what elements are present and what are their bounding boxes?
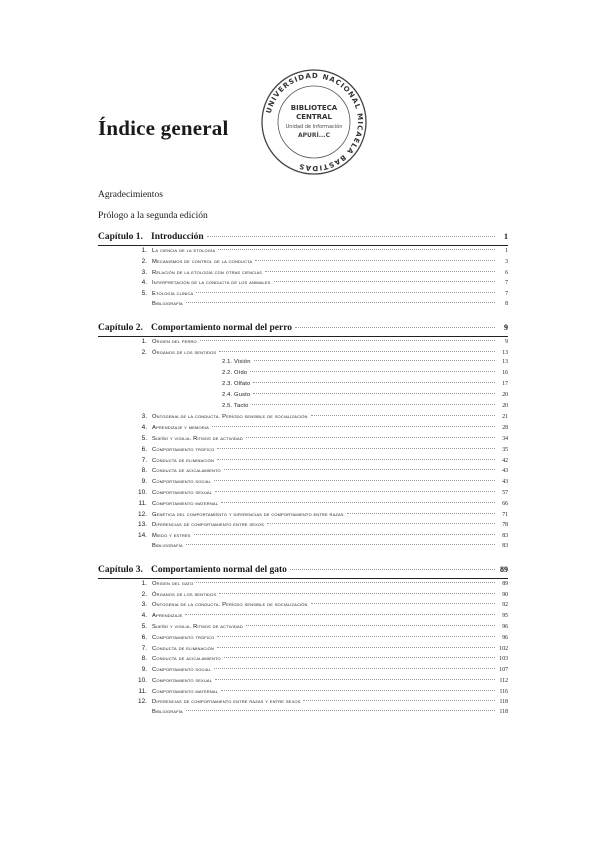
section-page-number: 92 bbox=[502, 602, 508, 609]
toc-section bbox=[98, 645, 508, 656]
section-title: Origen del perro bbox=[152, 338, 197, 345]
toc-section bbox=[98, 532, 508, 543]
dot-leader bbox=[214, 668, 495, 669]
toc-section bbox=[98, 269, 508, 280]
section-title: 2.5. Tacto bbox=[222, 402, 249, 409]
toc-section bbox=[98, 467, 508, 478]
chapter-rule bbox=[98, 578, 508, 579]
dot-leader bbox=[265, 271, 495, 272]
dot-leader bbox=[212, 426, 495, 427]
toc-section bbox=[98, 601, 508, 612]
section-title: Interpretación de la conducta de los animales bbox=[152, 280, 271, 287]
section-page-number: 78 bbox=[502, 522, 508, 529]
toc-chapter bbox=[98, 565, 508, 720]
section-number: 11. bbox=[138, 687, 147, 695]
section-number: 4. bbox=[141, 612, 147, 620]
section-title: Bibliografía bbox=[152, 300, 183, 307]
dot-leader bbox=[290, 569, 495, 570]
section-title: Comportamiento social bbox=[152, 667, 211, 674]
toc-section bbox=[98, 446, 508, 457]
toc-section bbox=[98, 623, 508, 634]
toc-section bbox=[98, 500, 508, 511]
front-matter-acknowledgements: Agradecimientos bbox=[98, 190, 163, 200]
toc-subsection bbox=[98, 381, 508, 392]
toc-section bbox=[98, 457, 508, 468]
toc-section bbox=[98, 580, 508, 591]
section-number: 5. bbox=[141, 622, 147, 630]
section-page-number: 57 bbox=[502, 489, 508, 496]
section-page-number: 9 bbox=[505, 338, 508, 345]
dot-leader bbox=[200, 340, 495, 341]
section-number: 8. bbox=[141, 467, 147, 475]
dot-leader bbox=[246, 625, 495, 626]
section-number: 1. bbox=[141, 579, 147, 587]
chapter-title: Introducción bbox=[151, 232, 204, 242]
section-page-number: 1 bbox=[505, 248, 508, 254]
dot-leader bbox=[186, 710, 495, 711]
section-page-number: 16 bbox=[502, 370, 508, 377]
section-page-number: 34 bbox=[502, 435, 508, 442]
section-number: 6. bbox=[141, 633, 147, 641]
section-page-number: 21 bbox=[502, 414, 508, 421]
chapter-rule bbox=[98, 336, 508, 337]
stamp-inner-line1: BIBLIOTECA bbox=[290, 104, 338, 112]
toc-section bbox=[98, 349, 508, 360]
toc-section bbox=[98, 258, 508, 269]
toc-subsection bbox=[98, 370, 508, 381]
front-matter-preface: Prólogo a la segunda edición bbox=[98, 211, 208, 221]
chapter-label: Capítulo 1. bbox=[98, 232, 143, 242]
section-number: 3. bbox=[141, 601, 147, 609]
section-title: Conducta de eliminación bbox=[152, 457, 214, 464]
stamp-inner-line4: APURÍ...C bbox=[297, 132, 331, 139]
section-page-number: 13 bbox=[502, 359, 508, 366]
section-page-number: 20 bbox=[502, 391, 508, 398]
toc-bibliography bbox=[98, 301, 508, 312]
section-title: Órganos de los sentidos bbox=[152, 349, 217, 356]
section-number: 8. bbox=[141, 655, 147, 663]
toc-chapter bbox=[98, 323, 508, 554]
stamp-outer-text: UNIVERSIDAD NACIONAL MICAELA BASTIDAS bbox=[264, 71, 365, 173]
section-title: Ontogenia de la conducta. Período sensible de socialización bbox=[152, 414, 308, 421]
toc-section bbox=[98, 435, 508, 446]
section-page-number: 89 bbox=[502, 580, 508, 587]
dot-leader bbox=[215, 679, 495, 680]
stamp-inner-line3: Unidad de Información bbox=[285, 124, 343, 130]
section-title: Genética del comportamiento y diferencias de comportamiento entre razas bbox=[152, 511, 344, 518]
section-title: Conducta de acicalamiento bbox=[152, 656, 221, 663]
dot-leader bbox=[219, 593, 495, 594]
dot-leader bbox=[194, 534, 495, 535]
section-title: Aprendizaje y memoria bbox=[152, 425, 209, 432]
section-title: 2.1. Visión bbox=[222, 359, 251, 366]
toc-section bbox=[98, 489, 508, 500]
dot-leader bbox=[186, 302, 495, 303]
section-title: Origen del gato bbox=[152, 580, 194, 587]
section-title: 2.3. Olfato bbox=[222, 380, 251, 387]
dot-leader bbox=[215, 491, 495, 492]
section-page-number: 3 bbox=[505, 258, 508, 265]
toc-bibliography bbox=[98, 543, 508, 554]
toc-chapter bbox=[98, 232, 508, 312]
dot-leader bbox=[217, 647, 495, 648]
section-number: 5. bbox=[141, 434, 147, 442]
section-number: 12. bbox=[137, 698, 147, 706]
toc-section bbox=[98, 666, 508, 677]
section-title: Aprendizaje bbox=[152, 613, 183, 620]
section-title: Comportamiento maternal bbox=[152, 688, 219, 695]
section-page-number: 7 bbox=[505, 291, 508, 298]
dot-leader bbox=[311, 603, 495, 604]
section-page-number: 112 bbox=[499, 677, 508, 684]
section-title: Conducta de acicalamiento bbox=[152, 468, 221, 475]
section-page-number: 6 bbox=[505, 269, 508, 276]
section-number: 1. bbox=[141, 247, 147, 254]
dot-leader bbox=[254, 360, 495, 361]
section-page-number: 107 bbox=[499, 667, 508, 674]
section-number: 2. bbox=[141, 348, 147, 356]
chapter-title: Comportamiento normal del gato bbox=[151, 564, 287, 575]
toc-section bbox=[98, 591, 508, 602]
section-title: Sueño y vigilia. Ritmos de actividad bbox=[152, 623, 243, 630]
stamp-inner-ring bbox=[278, 86, 350, 158]
section-number: 7. bbox=[141, 644, 147, 652]
section-title: Conducta de eliminación bbox=[152, 645, 214, 652]
chapter-label: Capítulo 2. bbox=[98, 322, 143, 333]
toc-section bbox=[98, 688, 508, 699]
section-number: 9. bbox=[141, 666, 147, 674]
stamp-inner-line2: CENTRAL bbox=[296, 113, 332, 121]
section-number: 13. bbox=[137, 521, 147, 529]
dot-leader bbox=[347, 513, 495, 514]
section-title: La ciencia de la etología bbox=[152, 248, 216, 254]
section-title: Comportamiento maternal bbox=[152, 500, 219, 507]
section-page-number: 28 bbox=[502, 425, 508, 432]
section-number: 2. bbox=[141, 257, 147, 265]
toc-section bbox=[98, 338, 508, 349]
section-page-number: 66 bbox=[502, 500, 508, 507]
section-number: 3. bbox=[141, 268, 147, 276]
section-page-number: 96 bbox=[502, 623, 508, 630]
dot-leader bbox=[246, 437, 495, 438]
section-title: Comportamiento social bbox=[152, 479, 211, 486]
toc-section bbox=[98, 511, 508, 522]
section-title: Bibliografía bbox=[152, 542, 183, 549]
dot-leader bbox=[252, 404, 495, 405]
section-page-number: 95 bbox=[502, 613, 508, 620]
section-title: Comportamiento trófico bbox=[152, 446, 215, 453]
chapter-page-number: 1 bbox=[504, 232, 508, 241]
table-of-contents bbox=[98, 232, 508, 731]
section-title: Comportamiento sexual bbox=[152, 489, 213, 496]
dot-leader bbox=[250, 371, 495, 372]
chapter-title: Comportamiento normal del perro bbox=[151, 322, 292, 333]
section-title: Ontogenia de la conducta. Período sensible de socialización bbox=[152, 602, 308, 609]
dot-leader bbox=[253, 382, 495, 383]
section-page-number: 35 bbox=[502, 446, 508, 453]
section-title: Diferencias de comportamiento entre razas y entre sexos bbox=[152, 699, 301, 706]
dot-leader bbox=[217, 448, 495, 449]
section-page-number: 43 bbox=[502, 479, 508, 486]
section-number: 5. bbox=[141, 290, 147, 298]
section-page-number: 71 bbox=[502, 511, 508, 518]
toc-section bbox=[98, 698, 508, 709]
section-number: 11. bbox=[138, 499, 147, 507]
section-number: 10. bbox=[137, 676, 147, 684]
dot-leader bbox=[221, 502, 495, 503]
section-page-number: 7 bbox=[505, 280, 508, 287]
section-page-number: 102 bbox=[499, 645, 508, 652]
chapter-label: Capítulo 3. bbox=[98, 564, 143, 575]
section-number: 12. bbox=[137, 510, 147, 518]
toc-bibliography bbox=[98, 709, 508, 720]
dot-leader bbox=[217, 636, 495, 637]
section-number: 3. bbox=[141, 413, 147, 421]
dot-leader bbox=[303, 700, 495, 701]
section-page-number: 90 bbox=[502, 591, 508, 598]
toc-section bbox=[98, 478, 508, 489]
toc-section bbox=[98, 290, 508, 301]
toc-subsection bbox=[98, 392, 508, 403]
toc-section bbox=[98, 413, 508, 424]
section-number: 9. bbox=[141, 478, 147, 486]
toc-section bbox=[98, 247, 508, 258]
dot-leader bbox=[221, 690, 495, 691]
toc-section bbox=[98, 521, 508, 532]
section-number: 10. bbox=[137, 488, 147, 496]
section-number: 6. bbox=[141, 445, 147, 453]
section-page-number: 20 bbox=[502, 402, 508, 409]
chapter-page-number: 9 bbox=[504, 322, 508, 332]
section-page-number: 116 bbox=[499, 688, 508, 695]
toc-subsection bbox=[98, 359, 508, 370]
toc-section bbox=[98, 634, 508, 645]
dot-leader bbox=[196, 582, 495, 583]
section-title: Comportamiento trófico bbox=[152, 634, 215, 641]
dot-leader bbox=[207, 236, 495, 237]
section-page-number: 13 bbox=[502, 349, 508, 356]
dot-leader bbox=[311, 415, 495, 416]
section-page-number: 103 bbox=[499, 656, 508, 663]
toc-subsection bbox=[98, 403, 508, 414]
section-title: Bibliografía bbox=[152, 709, 183, 716]
section-number: 14. bbox=[137, 532, 147, 540]
section-title: Mecanismos de control de la conducta bbox=[152, 258, 253, 265]
library-stamp bbox=[258, 66, 370, 178]
section-page-number: 8 bbox=[505, 300, 508, 307]
dot-leader bbox=[186, 544, 495, 545]
section-title: 2.2. Oído bbox=[222, 370, 248, 377]
section-page-number: 43 bbox=[502, 468, 508, 475]
dot-leader bbox=[253, 393, 495, 394]
dot-leader bbox=[255, 260, 495, 261]
dot-leader bbox=[218, 249, 495, 250]
section-title: Miedo y estrés bbox=[152, 533, 191, 540]
dot-leader bbox=[274, 281, 495, 282]
toc-chapter-heading bbox=[98, 565, 508, 577]
section-number: 7. bbox=[141, 456, 147, 464]
section-page-number: 42 bbox=[502, 457, 508, 464]
section-page-number: 83 bbox=[502, 533, 508, 540]
toc-chapter-heading bbox=[98, 232, 508, 244]
section-page-number: 17 bbox=[502, 380, 508, 387]
section-title: Comportamiento sexual bbox=[152, 677, 213, 684]
section-title: Diferencias de comportamiento entre sexos bbox=[152, 522, 264, 529]
section-number: 4. bbox=[141, 424, 147, 432]
toc-chapter-heading bbox=[98, 323, 508, 335]
toc-section bbox=[98, 612, 508, 623]
toc-section bbox=[98, 677, 508, 688]
section-title: Etología clínica bbox=[152, 291, 194, 298]
toc-section bbox=[98, 655, 508, 666]
dot-leader bbox=[214, 480, 495, 481]
section-title: Órganos de los sentidos bbox=[152, 591, 217, 598]
toc-section bbox=[98, 424, 508, 435]
section-page-number: 118 bbox=[499, 709, 508, 716]
chapter-page-number: 89 bbox=[500, 564, 508, 574]
section-title: Relación de la etología con otras ciencias bbox=[152, 269, 263, 276]
chapter-rule bbox=[98, 245, 508, 246]
dot-leader bbox=[224, 657, 495, 658]
dot-leader bbox=[217, 459, 495, 460]
section-page-number: 83 bbox=[502, 542, 508, 549]
dot-leader bbox=[267, 523, 495, 524]
toc-section bbox=[98, 279, 508, 290]
section-title: 2.4. Gusto bbox=[222, 391, 251, 398]
section-page-number: 96 bbox=[502, 634, 508, 641]
dot-leader bbox=[295, 327, 495, 328]
section-title: Sueño y vigilia. Ritmos de actividad bbox=[152, 435, 243, 442]
page-title: Índice general bbox=[98, 116, 229, 140]
section-number: 4. bbox=[141, 279, 147, 287]
dot-leader bbox=[219, 351, 495, 352]
section-page-number: 118 bbox=[499, 699, 508, 706]
dot-leader bbox=[224, 469, 495, 470]
section-number: 2. bbox=[141, 590, 147, 598]
dot-leader bbox=[185, 614, 495, 615]
section-number: 1. bbox=[141, 337, 147, 345]
dot-leader bbox=[196, 292, 495, 293]
